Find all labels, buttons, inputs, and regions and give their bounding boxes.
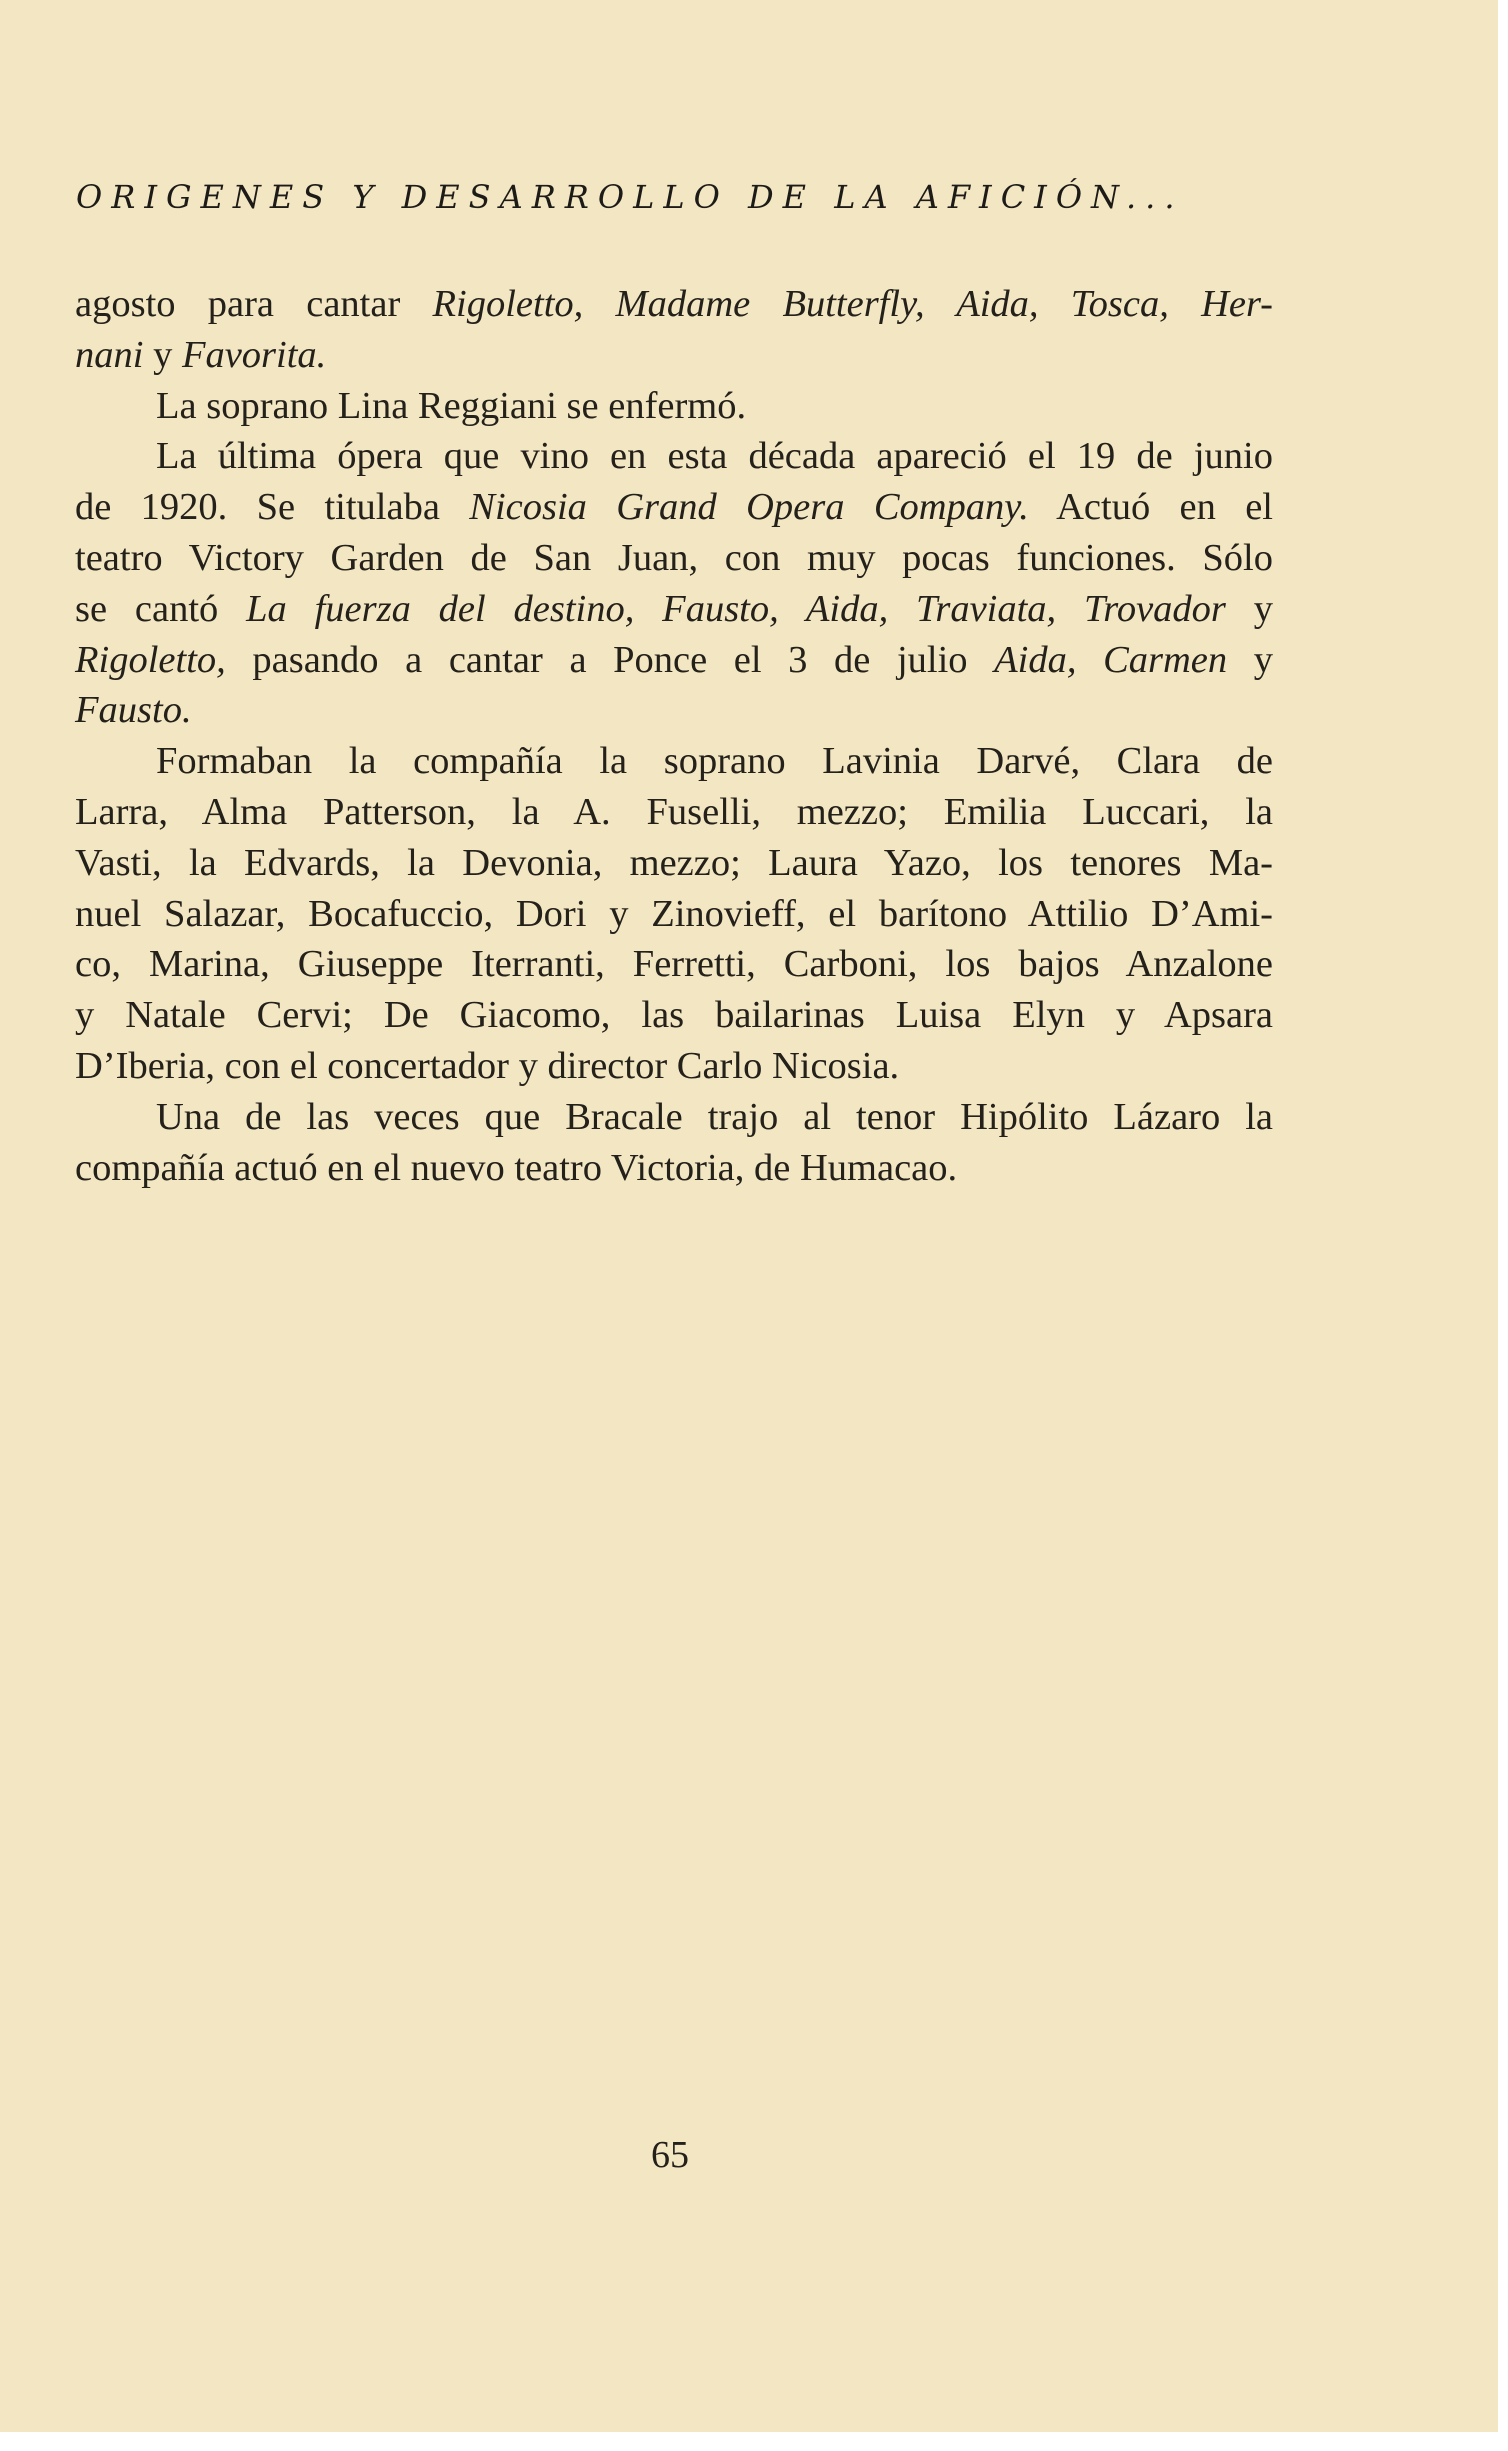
text-line: compañía actuó en el nuevo teatro Victoria, de Humacao. bbox=[75, 1146, 958, 1189]
text-line: Una de las veces que Bracale trajo al tenor Hipólito Lázaro la bbox=[156, 1095, 1273, 1138]
text-line: co, Marina, Giuseppe Iterranti, Ferretti, Carboni, los bajos Anzalone bbox=[75, 943, 1273, 986]
text-line: Larra, Alma Patterson, la A. Fuselli, mezzo; Emilia Luccari, la bbox=[75, 790, 1273, 833]
text-line: Fausto. bbox=[75, 689, 192, 732]
page-number: 65 bbox=[651, 2134, 689, 2176]
text-line: Vasti, la Edvards, la Devonia, mezzo; Laura Yazo, los tenores Ma- bbox=[75, 841, 1273, 884]
text-line: de 1920. Se titulaba Nicosia Grand Opera Company. Actuó en el bbox=[75, 486, 1273, 529]
text-line: teatro Victory Garden de San Juan, con muy pocas funciones. Sólo bbox=[75, 536, 1273, 579]
text-line: La soprano Lina Reggiani se enfermó. bbox=[156, 384, 747, 427]
text-line: Rigoletto, pasando a cantar a Ponce el 3 de julio Aida, Carmen y bbox=[75, 638, 1274, 681]
text-line: D’Iberia, con el concertador y director Carlo Nicosia. bbox=[75, 1044, 900, 1087]
running-header: ORIGENES Y DESARROLLO DE LA AFICIÓN... bbox=[76, 178, 1184, 216]
text-line: Formaban la compañía la soprano Lavinia Darvé, Clara de bbox=[156, 740, 1273, 783]
text-line: nani y Favorita. bbox=[75, 333, 327, 376]
text-line: La última ópera que vino en esta década apareció el 19 de junio bbox=[156, 435, 1273, 478]
body-text bbox=[75, 279, 1273, 1193]
text-line: se cantó La fuerza del destino, Fausto, Aida, Traviata, Trovador y bbox=[75, 587, 1273, 630]
text-line: agosto para cantar Rigoletto, Madame Butterfly, Aida, Tosca, Her- bbox=[75, 283, 1273, 325]
text-line: nuel Salazar, Bocafuccio, Dori y Zinovieff, el barítono Attilio D’Ami- bbox=[75, 892, 1273, 935]
text-line: y Natale Cervi; De Giacomo, las bailarinas Luisa Elyn y Apsara bbox=[75, 994, 1273, 1037]
